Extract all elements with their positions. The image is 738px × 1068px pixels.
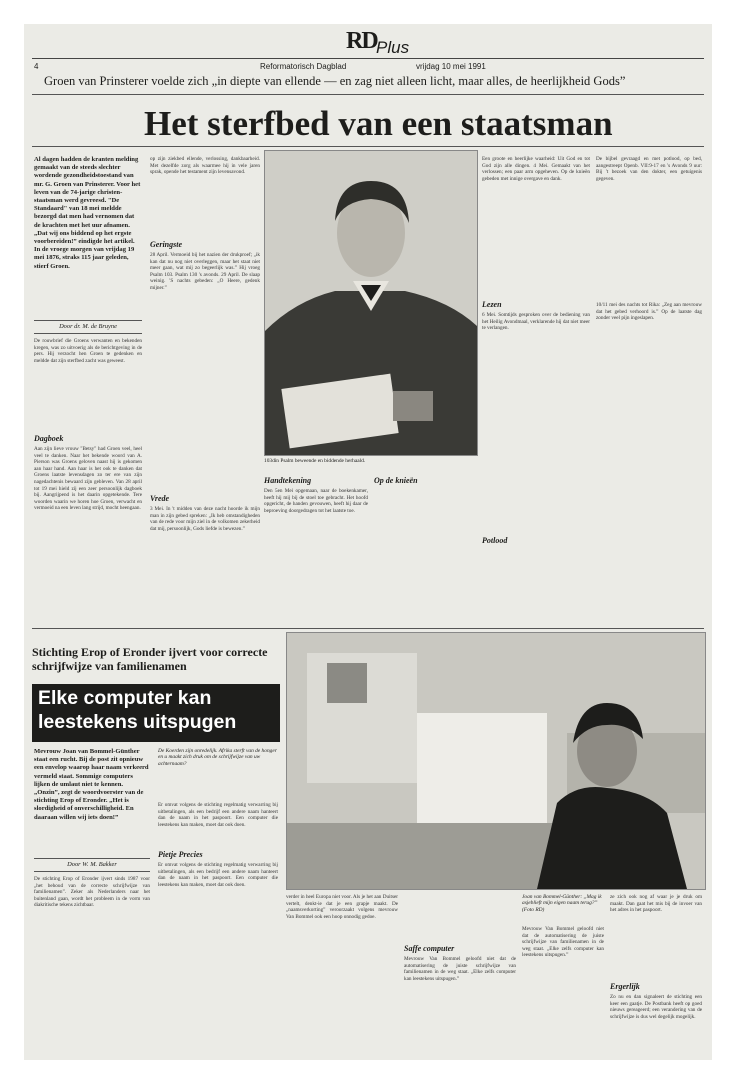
article1-col4-text: Een groote en heerlijke waarheid: Uit God en tot God zijn alle dingen. 4 Mei. Gemaakt van het verlossen; een paar arm opgeheven. Op de knieën gebeden met innige overgave en dank. [482, 156, 590, 182]
headline-rule [32, 146, 704, 147]
subhead-pietje-precies: Pietje Precies [158, 850, 203, 859]
subhead-ergerlijk: Ergerlijk [610, 982, 640, 991]
byline-rule-bottom [34, 333, 142, 334]
subhead-geringste: Geringste [150, 240, 182, 249]
article1-col2-text: op zijn ziekbed ellende, verlossing, dankbaarheid. Met dezelfde zorg als waarmee hij in vele jaren sprak, opende het testament zijn levensavond. [150, 156, 260, 176]
rd-plus-logo [346, 28, 410, 58]
subhead-saffe-computer: Saffe computer [404, 944, 455, 953]
article1-col5-text: De bijbel gevraagd en met potlood, op bed, aangestreept Openb. VII:9-17 en 's Avonds 9 uur: Bij 't bezoek van den dokter, een getuigenis gegeven. [596, 156, 702, 182]
article2-col5-text: ze zich ook nog af waar je je druk om maakt. Dan gaat het mis bij de invoer van het adres in het paspoort. [610, 894, 702, 914]
article2-col4b-text: Mevrouw Van Bommel geloofd niet dat de automatisering de juiste schrijfwijze van familienamen in de weg staat. „Elke zelfs computer kan leestekens uitspugen.” [522, 926, 604, 959]
article2-intro: Mevrouw Joan van Bommel-Günther staat een rucht. Bij de post zit opnieuw een envelop waarop haar naam verkeerd vermeld staat. Sommige computers lijken de umlaut niet te kennen. „Onzin”, zegt de woordvoerster van de stichting Erop of Eronder. „Het is slordigheid of onverschilligheid. En daaraan willen wij iets doen!” [34, 748, 149, 821]
article1-col4-text2: 6 Mei. Somtijds gesproken over de bediening van het Heilig Avondmaal, verklarende hij dat niet meer te verlangen. [482, 312, 590, 332]
article1-col3-text: Den 5en Mei opgemaan, naar de boekenkamer, heeft hij mij bij de stoel toe gebracht. Het hoofd opgericht, de handen gevouwen, heeft hij daar de beproeving doorgedragen tot het laatste toe. [264, 488, 368, 514]
subhead-handtekening: Handtekening [264, 476, 312, 485]
subhead-lezen: Lezen [482, 300, 502, 309]
byline2-rule-bottom [34, 871, 150, 872]
van-bommel-photo [286, 632, 706, 890]
article2-byline: Door W. M. Bakker [67, 861, 117, 868]
page-number: 4 [34, 62, 39, 71]
article1-col2-text3: 3 Mei. In 't midden van deze nacht hoorde ik mijn man in zijn gebed spreken: „Ik heb omstandigheden van de rede voor mijn ziel in de volkomen zekerheid dat mij, persoonlijk, Gods liefde is bewezen.” [150, 506, 260, 532]
subhead-potlood: Potlood [482, 536, 508, 545]
masthead-rule [32, 58, 704, 59]
article2-col1-text: De stichting Erop of Eronder ijvert sinds 1987 voor „het behoud van de correcte schrijfwijze van familienamen”. Zeker als Nederlanders naar het buitenland gaan, wordt het probleem in de vorm van diakritische tekens zichtbaar. [34, 876, 150, 909]
article2-kicker: Stichting Erop of Eronder ijvert voor correcte schrijfwijze van familienamen [32, 645, 268, 673]
article2-col2-lead: Er omvat volgens de stichting regelmatig verwarring bij uitbetalingen, als een bedrijf een andere naam hanteert dan de naam in het paspoort. Een computer die leestekens kan maken, moet dat ook doen. [158, 802, 278, 828]
portrait-drawing [265, 151, 477, 455]
article1-headline: Het sterfbed van een staatsman [144, 104, 613, 143]
byline-rule-top [34, 320, 142, 321]
article2-col3-text: verder in heel Europa niet voor. Als je het aan Duitser vertelt, denkt-ie dat je een grapje maakt. De „naamsverkorting” veroorzaakt volgens mevrouw Van Bommel ook een hoop onnodig gedoe. [286, 894, 398, 920]
subhead-op-de-knieen: Op de knieën [374, 476, 418, 485]
article2-col2-text: Er omvat volgens de stichting regelmatig verwarring bij uitbetalingen, als een bedrijf een andere naam hanteert dan de naam in het paspoort. Een computer die leestekens kan maken, moet dat ook doen. [158, 862, 278, 888]
article2-quote: De Koerden zijn onredelijk. Afrika sterft van de honger en u maakt zich druk om de schrijfwijze van uw achternaam? [158, 748, 277, 767]
article1-col2-text2: 28 April. Vermoeid bij het nazien der drukproef; „ik kan dat nu nog niet overleggen, maar het staat niet meer gaan, wat mij zo begeerlijk was.” Hij vroeg Psalm 103. Psalm 130 's avonds. 29 April. De slaap weinig. 'S nachts gebeden: „O Heere, gedenk mijner.” [150, 252, 260, 291]
article2-headline: Elke computer kan leestekens uitspugen [38, 687, 237, 733]
newspaper-page [24, 24, 712, 1060]
office-photo-drawing [287, 633, 705, 889]
article-divider [32, 628, 704, 629]
paper-name: Reformatorisch Dagblad [260, 62, 347, 71]
article1-col5-text2: 10/11 mei des nachts tot Rika: „Zeg aan mevrouw dat het gebed verhoord is.” Op de laatste dag zonder veel pijn ingeslapen. [596, 302, 702, 322]
groen-portrait [264, 150, 478, 456]
article2-col4-text: Mevrouw Van Bommel geloofd niet dat de automatisering de juiste schrijfwijze van familienamen in de weg staat. „Elke zelfs computer kan leestekens uitspugen.” [404, 956, 516, 982]
photo-caption: Joan van Bommel-Günther: „Mag ik asjeblieft mijn eigen naam terug?” (Foto RD) [522, 894, 602, 913]
article1-kicker: Groen van Prinsterer voelde zich „in diepte van ellende — en zag niet alleen licht, maar alles, de heerlijkheid Gods” [44, 74, 626, 88]
kicker-rule [32, 94, 704, 95]
byline2-rule-top [34, 858, 150, 859]
article1-col1-text: De rouwbrief die Groens verwanten en bekenden kregen, was zo uitvoerig als de berichtgeving in de pers. Hij verzocht hen Groen te gedenken en meldde dat zijn sterfbed zacht was geweest. [34, 338, 142, 364]
subhead-dagboek: Dagboek [34, 434, 64, 443]
issue-date: vrijdag 10 mei 1991 [416, 62, 486, 71]
logo-main: RD [346, 28, 377, 54]
portrait-caption: 103din Psalm beweende en biddende herhaald. [264, 458, 366, 464]
article1-col1-text2: Aan zijn lieve vrouw "Betsy" had Groen veel, heel veel te danken. Naar het bekende woord van A. Pierson was Groens geloven naast hij is gekomen aan haar hand. Aan haar is het ook te danken dat Groens laatste levensdagen zo ter ere van zijn nagedachtenis bewaard zijn gebleven. Van 28 april tot 19 mei hield zij een zeer persoonlijk dagboek bij. Aangrijpend is het daarin opgetekende. Tere woorden waarin we horen hoe Groen, verwacht en vermoeid na een leven lang strijd, mocht heengaan. [34, 446, 142, 512]
article1-byline: Door dr. M. de Bruyne [59, 323, 117, 330]
subhead-vrede: Vrede [150, 494, 170, 503]
logo-sub: Plus [376, 38, 410, 57]
article1-intro: Al dagen hadden de kranten melding gemaakt van de steeds slechter wordende gezondheidstoestand van mr. G. Groen van Prinsterer. Voor het leven van de 74-jarige christen-staatsman werd gevreesd. "De Standaard" van 18 mei meldde bezorgd dat men had vernomen dat de krachten met het uur afnamen. „Dat wij ons biddend op het ergste voorbereiden!” eindigde het artikel. In de vroege morgen van vrijdag 19 mei 1876, straks 115 jaar geleden, stierf Groen. [34, 156, 141, 270]
article2-col5-text2: Zo nu en dan signaleert de stichting een keer een gaatje. De Postbank heeft op goed nieuws gereageerd; een verandering van de schrijfwijze is dus wel degelijk mogelijk. [610, 994, 702, 1020]
